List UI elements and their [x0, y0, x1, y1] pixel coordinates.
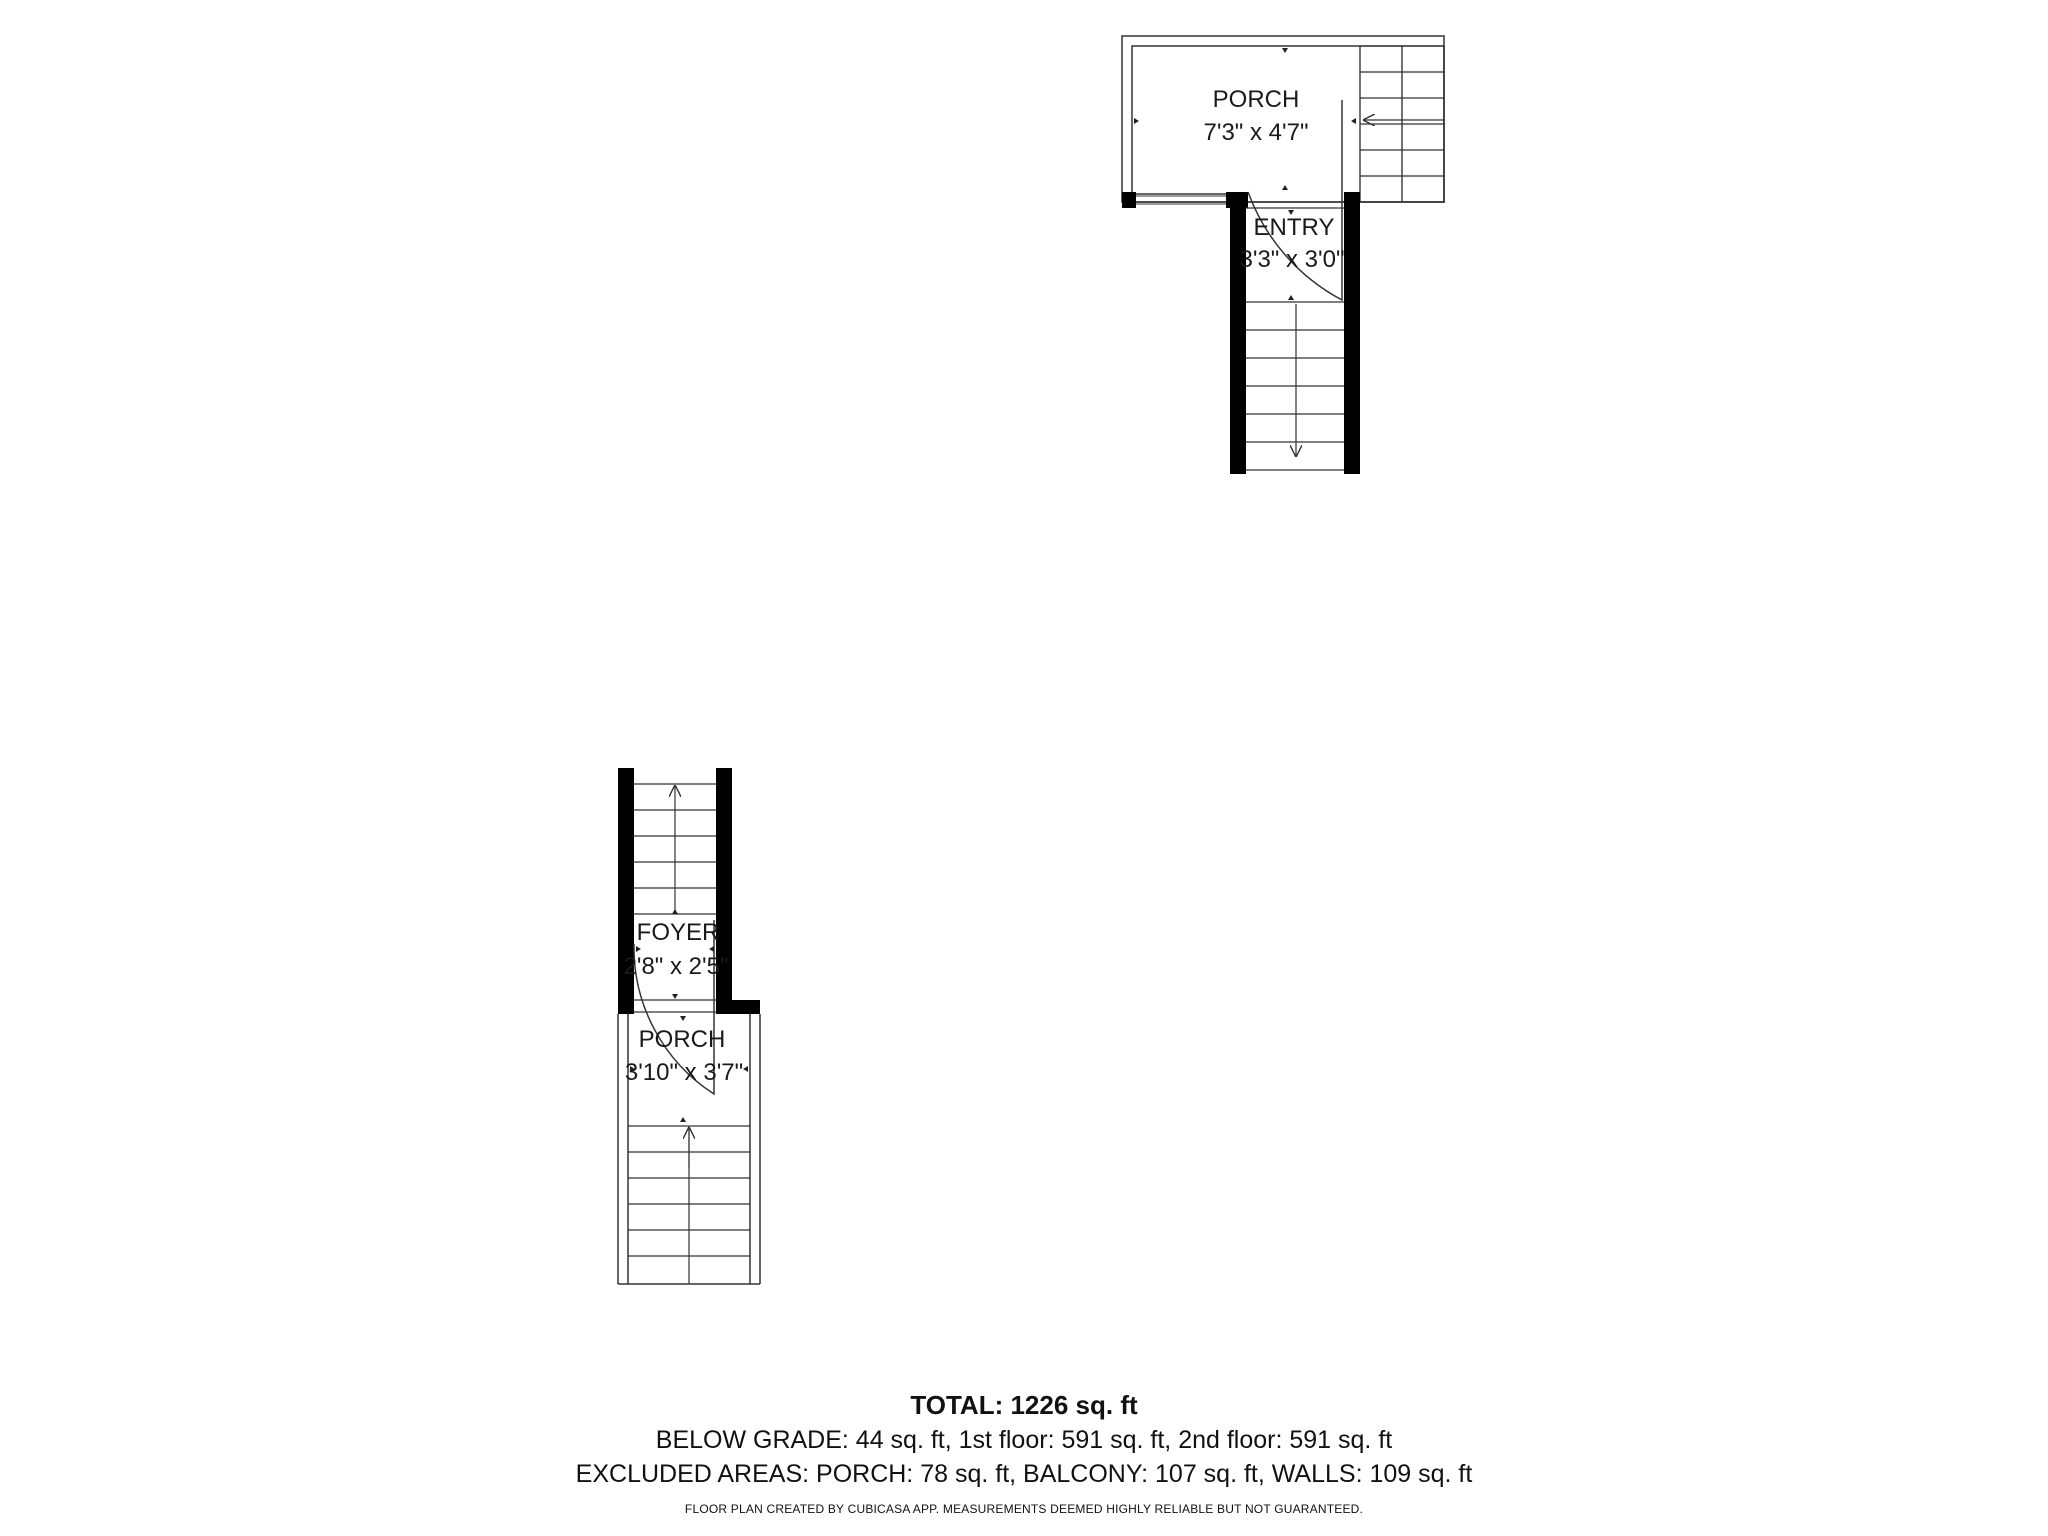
lower-upper-stairs — [634, 784, 716, 914]
foyer-name: FOYER — [636, 919, 720, 946]
foyer-dims: 2'8" x 2'5" — [623, 953, 729, 980]
excluded-areas: EXCLUDED AREAS: PORCH: 78 sq. ft, BALCONY: 107 sq. ft, WALLS: 109 sq. ft — [575, 1460, 1473, 1488]
upper-porch-name: PORCH — [1212, 86, 1300, 113]
lower-porch-name: PORCH — [638, 1026, 726, 1053]
lower-floor-plan — [618, 768, 760, 1284]
upper-porch-dims: 7'3" x 4'7" — [1203, 119, 1309, 146]
disclaimer: FLOOR PLAN CREATED BY CUBICASA APP. MEASUREMENTS DEEMED HIGHLY RELIABLE BUT NOT GUARANTEED. — [684, 1502, 1364, 1516]
floor-area-breakdown: BELOW GRADE: 44 sq. ft, 1st floor: 591 sq. ft, 2nd floor: 591 sq. ft — [655, 1426, 1393, 1454]
upper-interior-stairs — [1246, 302, 1344, 470]
upper-porch-stairs — [1360, 46, 1444, 202]
lower-porch-stairs — [628, 1126, 750, 1284]
lower-porch-dims: 3'10" x 3'7" — [624, 1059, 744, 1086]
upper-floor-plan — [1122, 36, 1444, 474]
entry-name: ENTRY — [1253, 214, 1335, 241]
total-area: TOTAL: 1226 sq. ft — [910, 1390, 1138, 1420]
entry-dims: 3'3" x 3'0" — [1239, 246, 1345, 273]
